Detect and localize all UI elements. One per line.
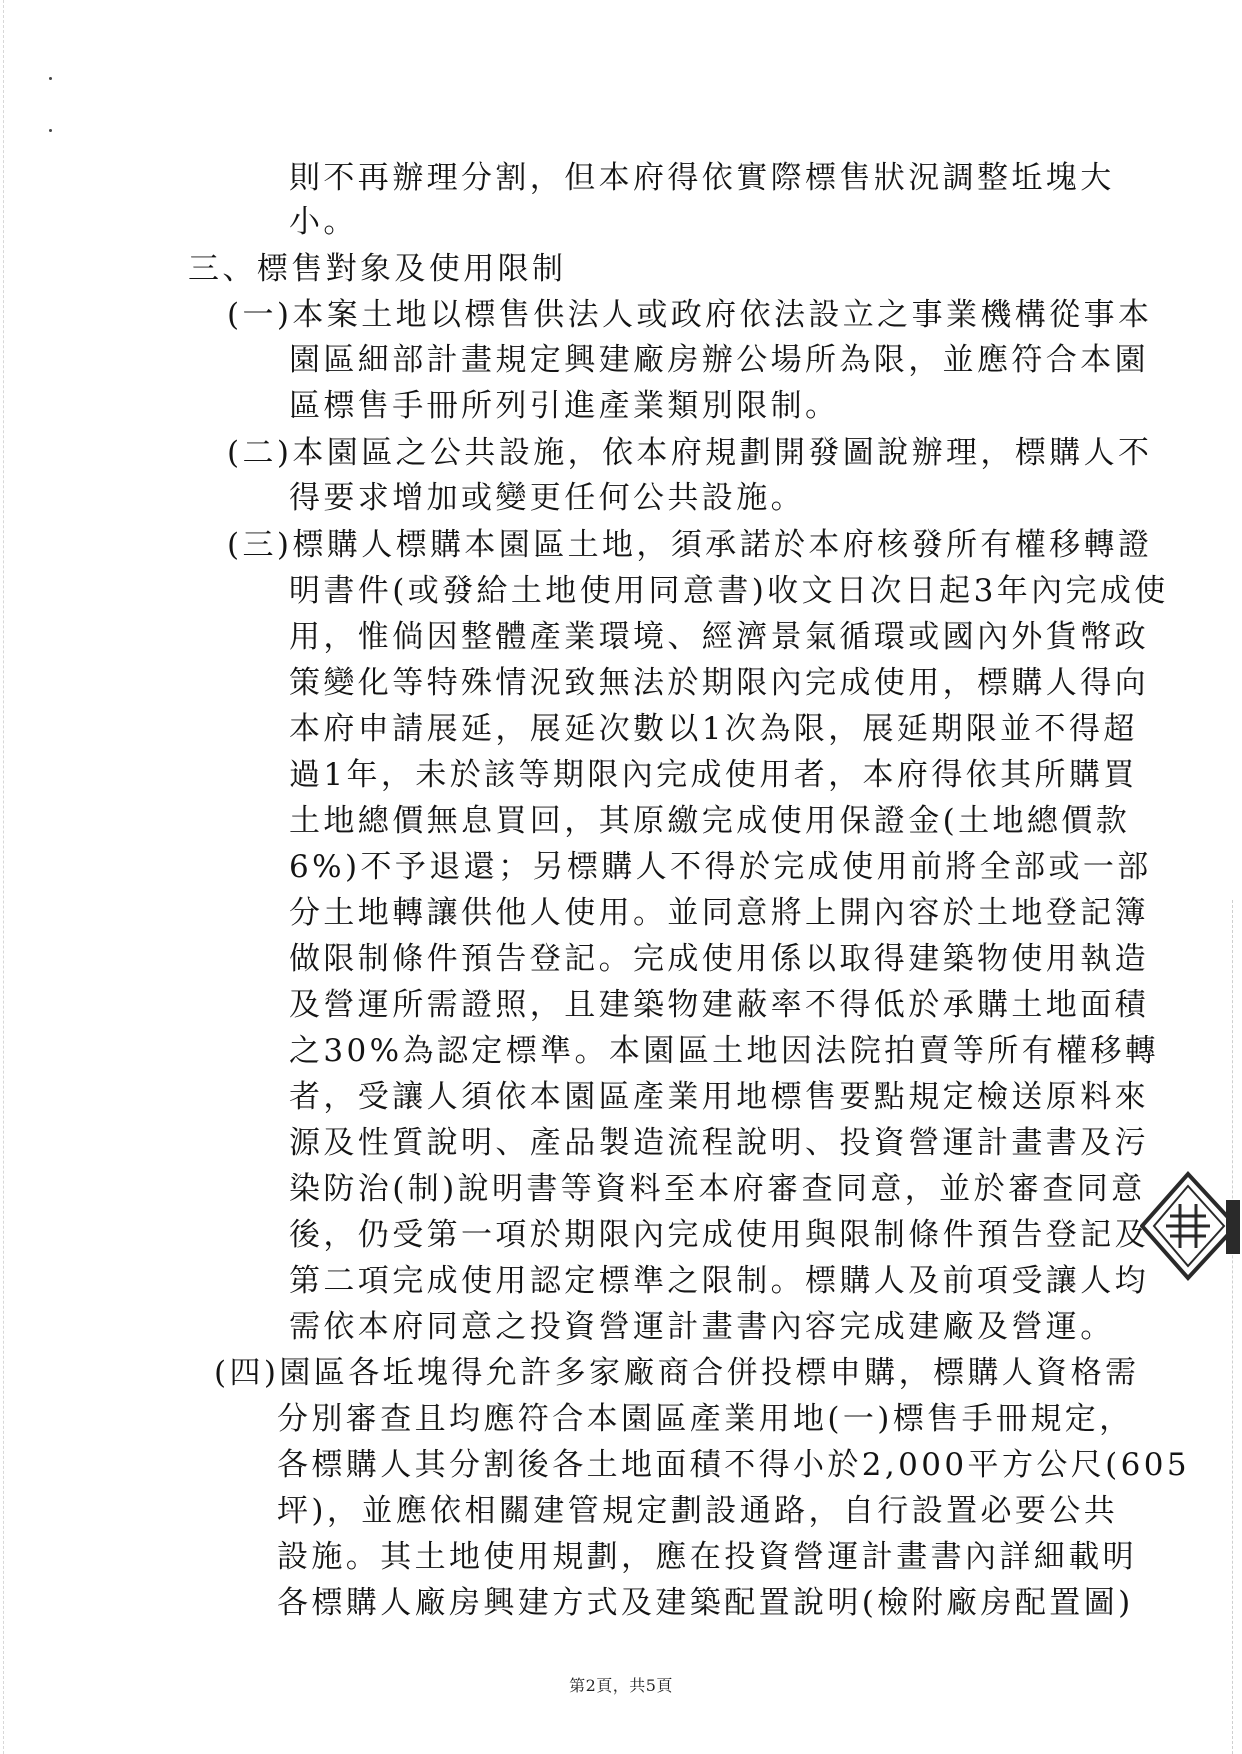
- scan-edge: [3, 0, 5, 1754]
- body-line: 明書件(或發給土地使用同意書)收文日次日起3年內完成使: [289, 573, 1169, 609]
- body-line: 各標購人廠房興建方式及建築配置說明(檢附廠房配置圖): [277, 1585, 1134, 1621]
- list-item-line: (一)本案土地以標售供法人或政府依法設立之事業機構從事本: [227, 297, 1153, 333]
- section-heading: 三、標售對象及使用限制: [188, 251, 567, 287]
- body-line: 用，惟倘因整體產業環境、經濟景氣循環或國內外貨幣政: [289, 619, 1149, 655]
- body-line: 過1年，未於該等期限內完成使用者，本府得依其所購買: [289, 757, 1138, 793]
- body-line: 區標售手冊所列引進產業類別限制。: [289, 388, 840, 424]
- body-line: 策變化等特殊情況致無法於期限內完成使用，標購人得向: [289, 665, 1149, 701]
- scan-speck: [49, 77, 52, 80]
- page-footer: 第2頁，共5頁: [569, 1676, 673, 1695]
- body-line: 設施。其土地使用規劃，應在投資營運計畫書內詳細載明: [277, 1539, 1137, 1575]
- body-line: 園區細部計畫規定興建廠房辦公場所為限，並應符合本園: [289, 342, 1149, 378]
- seal-stamp-icon: [1140, 1170, 1240, 1290]
- body-line: 源及性質說明、產品製造流程說明、投資營運計畫書及污: [289, 1125, 1149, 1161]
- body-line: 染防治(制)說明書等資料至本府審查同意，並於審查同意: [289, 1171, 1146, 1207]
- body-line: 本府申請展延，展延次數以1次為限，展延期限並不得超: [289, 711, 1138, 747]
- body-line: 第二項完成使用認定標準之限制。標購人及前項受讓人均: [289, 1263, 1149, 1299]
- body-line: 得要求增加或變更任何公共設施。: [289, 480, 805, 516]
- body-line: 需依本府同意之投資營運計畫書內容完成建廠及營運。: [289, 1309, 1115, 1345]
- body-line: 分別審查且均應符合本園區產業用地(一)標售手冊規定，: [277, 1401, 1134, 1437]
- list-item-line: (二)本園區之公共設施，依本府規劃開發圖說辦理，標購人不: [227, 435, 1153, 471]
- list-item-line: (四)園區各坵塊得允許多家廠商合併投標申購，標購人資格需: [214, 1355, 1140, 1391]
- body-line: 及營運所需證照，且建築物建蔽率不得低於承購土地面積: [289, 987, 1149, 1023]
- body-line: 後，仍受第一項於期限內完成使用與限制條件預告登記及: [289, 1217, 1149, 1253]
- body-line: 則不再辦理分割，但本府得依實際標售狀況調整坵塊大: [289, 160, 1115, 196]
- body-line: 坪)，並應依相關建管規定劃設通路，自行設置必要公共: [277, 1493, 1119, 1529]
- body-line: 做限制條件預告登記。完成使用係以取得建築物使用執造: [289, 941, 1149, 977]
- scan-edge: [1232, 900, 1234, 1754]
- body-line: 6%)不予退還；另標購人不得於完成使用前將全部或一部: [289, 849, 1152, 885]
- scan-speck: [49, 129, 52, 132]
- body-line: 分土地轉讓供他人使用。並同意將上開內容於土地登記簿: [289, 895, 1149, 931]
- body-line: 之30%為認定標準。本園區土地因法院拍賣等所有權移轉: [289, 1033, 1160, 1069]
- body-line: 小。: [289, 204, 358, 240]
- body-line: 者，受讓人須依本園區產業用地標售要點規定檢送原料來: [289, 1079, 1149, 1115]
- list-item-line: (三)標購人標購本園區土地，須承諾於本府核發所有權移轉證: [227, 527, 1153, 563]
- body-line: 各標購人其分割後各土地面積不得小於2,000平方公尺(605: [277, 1447, 1191, 1483]
- body-line: 土地總價無息買回，其原繳完成使用保證金(土地總價款: [289, 803, 1131, 839]
